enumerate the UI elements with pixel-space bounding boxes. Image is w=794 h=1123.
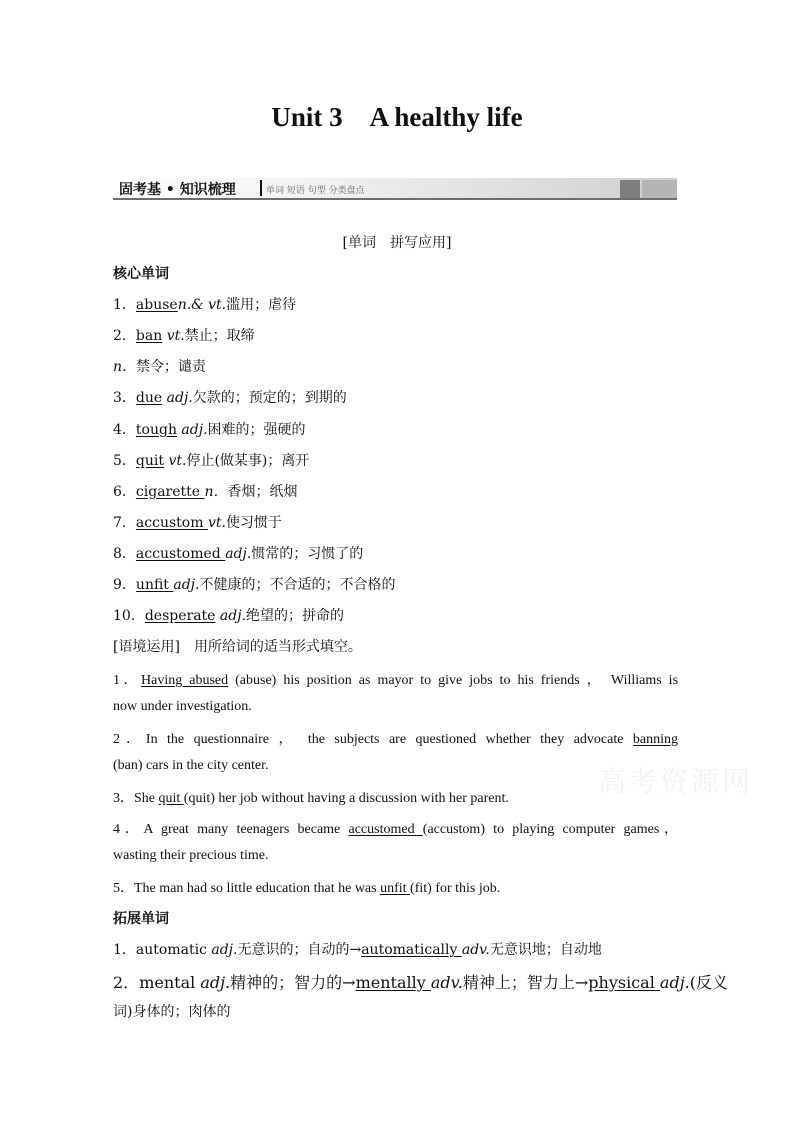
- section-heading: [单词 拼写应用]: [342, 235, 452, 251]
- extension-item-2-line-1: 2．mental adj.精神的；智力的→mentally adv.精神上；智力上→physical adj.(反义: [113, 973, 728, 992]
- list-item: 10．desperate adj.绝望的；拼命的: [113, 608, 345, 624]
- extension-item-1: 1．automatic adj.无意识的；自动的→automatically adv.无意识地；自动地: [113, 942, 602, 958]
- answer-blank: cigarette: [135, 484, 205, 500]
- core-words-heading: 核心单词: [113, 266, 169, 282]
- answer-blank: quit: [135, 453, 165, 469]
- answer-blank: banning: [632, 732, 679, 747]
- answer-blank: desperate: [144, 608, 216, 624]
- answer-blank: accustom: [135, 515, 208, 531]
- list-item: 6．cigarette n．香烟；纸烟: [113, 484, 298, 500]
- exercise-1-line-1: 1．Having abused (abuse) his position as mayor to give jobs to his friends ， Williams is: [113, 673, 679, 688]
- exercise-4-line-1: 4．A great many teenagers became accustomed (accustom) to playing computer games，: [113, 822, 679, 837]
- answer-blank: automatically: [361, 942, 462, 958]
- answer-blank: tough: [135, 422, 177, 438]
- answer-blank: due: [135, 390, 163, 406]
- context-heading: [语境运用] 用所给词的适当形式填空。: [113, 639, 362, 655]
- answer-blank: abuse: [135, 297, 178, 313]
- exercise-2-line-1: 2．In the questionnaire ， the subjects are questioned whether they advocate banning: [113, 732, 679, 747]
- list-item: 5．quit vt.停止(做某事)；离开: [113, 453, 310, 469]
- answer-blank: unfit: [135, 577, 174, 593]
- extension-item-2-line-2: 词)身体的；肉体的: [113, 1004, 231, 1020]
- exercise-5: 5．The man had so little education that he was unfit (fit) for this job.: [113, 881, 501, 896]
- page-title: Unit 3 A healthy life: [271, 102, 523, 132]
- section-banner: [113, 178, 677, 200]
- answer-blank: physical: [588, 973, 660, 992]
- extension-heading: 拓展单词: [113, 911, 169, 927]
- list-item: 2．ban vt.禁止；取缔: [113, 328, 255, 344]
- answer-blank: accustomed: [348, 822, 423, 837]
- banner-divider: [260, 180, 262, 196]
- banner-label: 固考基 • 知识梳理: [119, 182, 236, 198]
- answer-blank: Having abused: [141, 673, 229, 688]
- answer-blank: accustomed: [135, 546, 226, 562]
- banner-dark-block: [620, 180, 640, 198]
- list-item: 8．accustomed adj.惯常的；习惯了的: [113, 546, 364, 562]
- exercise-2-line-2: (ban) cars in the city center.: [113, 758, 269, 773]
- answer-blank: quit: [158, 791, 184, 806]
- list-item: 7．accustom vt.使习惯于: [113, 515, 282, 531]
- list-item: 1．abusen.& vt.滥用；虐待: [113, 297, 297, 313]
- banner-light-block: [642, 180, 677, 198]
- list-item: 9．unfit adj.不健康的；不合适的；不合格的: [113, 577, 396, 593]
- banner-subtitle: 单词 短语 句型 分类盘点: [266, 186, 365, 196]
- watermark: 高考资源网: [598, 765, 754, 798]
- answer-blank: mentally: [355, 973, 431, 992]
- answer-blank: unfit: [380, 881, 411, 896]
- answer-blank: ban: [135, 328, 163, 344]
- list-item: n．禁令；谴责: [113, 359, 207, 375]
- list-item: 3．due adj.欠款的；预定的；到期的: [113, 390, 347, 406]
- exercise-1-line-2: now under investigation.: [113, 699, 252, 714]
- exercise-3: 3．She quit (quit) her job without having a discussion with her parent.: [113, 791, 509, 806]
- exercise-4-line-2: wasting their precious time.: [113, 848, 269, 863]
- list-item: 4．tough adj.困难的；强硬的: [113, 422, 306, 438]
